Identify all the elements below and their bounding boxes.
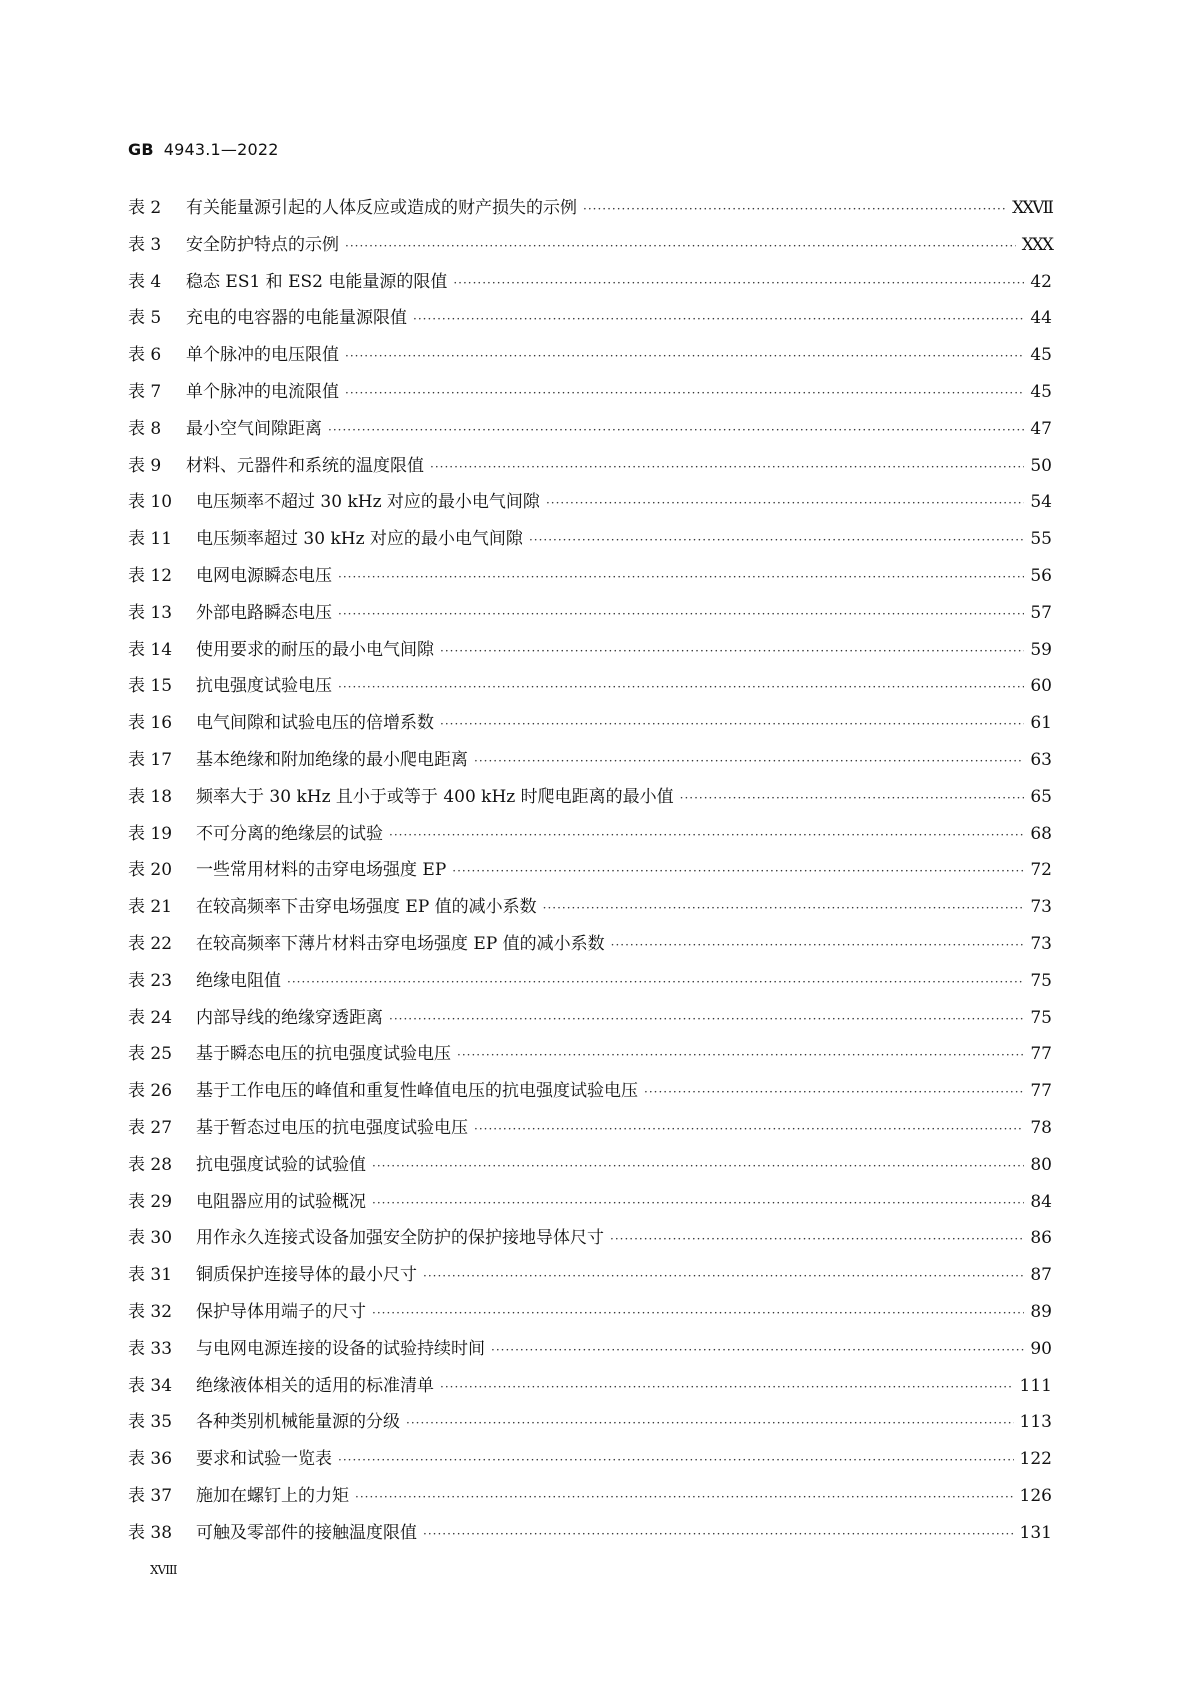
toc-entry-page: 113 [1019,1412,1052,1433]
toc-entry[interactable] [128,782,1052,819]
toc-entry-title: 可触及零部件的接触温度限值 [196,1522,417,1543]
toc-entry-title: 稳态 ES1 和 ES2 电能量源的限值 [186,271,448,292]
toc-entry[interactable] [128,1076,1052,1113]
toc-entry-title: 材料、元器件和系统的温度限值 [186,455,424,476]
toc-entry-number: 表 36 [128,1449,173,1470]
toc-entry-page: 45 [1030,381,1052,402]
toc-entry[interactable] [128,377,1052,414]
toc-entry-page: 78 [1030,1117,1052,1138]
toc-entry-title: 单个脉冲的电流限值 [186,381,339,402]
toc-entry-page: 126 [1019,1485,1052,1506]
toc-entry-title: 频率大于 30 kHz 且小于或等于 400 kHz 时爬电距离的最小值 [196,786,674,807]
toc-entry-page: 63 [1030,749,1052,770]
toc-entry-number: 表 8 [128,418,162,439]
toc-entry[interactable] [128,1407,1052,1444]
toc-entry-number: 表 16 [128,713,173,734]
toc-entry-page: XXVII [1012,198,1052,218]
standard-number: 4943.1—2022 [163,140,279,159]
toc-entry-title: 基于工作电压的峰值和重复性峰值电压的抗电强度试验电压 [196,1081,638,1102]
toc-entry[interactable] [128,671,1052,708]
toc-leader-dots [355,1490,1014,1504]
toc-entry-page: 131 [1019,1522,1052,1543]
toc-leader-dots [345,386,1024,400]
toc-leader-dots [338,680,1024,694]
toc-leader-dots [406,1416,1014,1430]
toc-entry-number: 表 30 [128,1228,173,1249]
toc-leader-dots [474,754,1024,768]
toc-entry[interactable] [128,745,1052,782]
toc-entry-number: 表 32 [128,1301,173,1322]
toc-entry-page: 75 [1030,970,1052,991]
toc-entry[interactable] [128,1334,1052,1371]
toc-entry[interactable] [128,855,1052,892]
toc-leader-dots [423,1527,1014,1541]
toc-leader-dots [389,1012,1024,1026]
toc-entry-title: 在较高频率下薄片材料击穿电场强度 EP 值的减小系数 [196,933,605,954]
toc-entry-number: 表 5 [128,308,162,329]
toc-leader-dots [457,1048,1024,1062]
toc-entry-title: 要求和试验一览表 [196,1449,332,1470]
toc-entry[interactable] [128,303,1052,340]
toc-entry-page: 90 [1030,1338,1052,1359]
toc-leader-dots [440,644,1024,658]
toc-entry-title: 抗电强度试验的试验值 [196,1154,366,1175]
toc-entry-title: 外部电路瞬态电压 [196,602,332,623]
toc-entry-page: 87 [1030,1265,1052,1286]
toc-entry-number: 表 11 [128,529,173,550]
toc-entry[interactable] [128,487,1052,524]
toc-entry-page: 56 [1030,565,1052,586]
toc-entry-title: 电气间隙和试验电压的倍增系数 [196,713,434,734]
toc-entry-number: 表 35 [128,1412,173,1433]
toc-leader-dots [430,460,1024,474]
toc-entry[interactable] [128,340,1052,377]
page-number: XVIII [150,1563,177,1577]
toc-entry-number: 表 26 [128,1081,173,1102]
toc-entry-number: 表 34 [128,1375,173,1396]
toc-leader-dots [610,1232,1024,1246]
toc-leader-dots [529,533,1024,547]
toc-entry-page: 75 [1030,1007,1052,1028]
toc-leader-dots [413,312,1024,326]
toc-entry-page: 73 [1030,933,1052,954]
toc-leader-dots [546,496,1024,510]
toc-entry[interactable] [128,524,1052,561]
toc-leader-dots [440,1380,1014,1394]
toc-entry[interactable] [128,561,1052,598]
toc-entry-number: 表 27 [128,1117,173,1138]
toc-entry[interactable] [128,708,1052,745]
toc-entry[interactable] [128,1113,1052,1150]
toc-entry-number: 表 15 [128,676,173,697]
toc-entry-number: 表 6 [128,345,162,366]
toc-leader-dots [680,791,1024,805]
toc-entry-number: 表 19 [128,823,173,844]
toc-entry[interactable] [128,1371,1052,1408]
toc-entry-number: 表 24 [128,1007,173,1028]
toc-entry-number: 表 25 [128,1044,173,1065]
toc-entry-title: 基于瞬态电压的抗电强度试验电压 [196,1044,451,1065]
toc-entry-title: 施加在螺钉上的力矩 [196,1485,349,1506]
toc-entry-title: 绝缘液体相关的适用的标准清单 [196,1375,434,1396]
toc-entry[interactable] [128,1150,1052,1187]
toc-entry[interactable] [128,892,1052,929]
standard-prefix: GB [128,140,154,159]
toc-entry-number: 表 7 [128,381,162,402]
toc-entry-number: 表 9 [128,455,162,476]
toc-entry-page: 89 [1030,1301,1052,1322]
toc-entry[interactable] [128,230,1052,267]
toc-entry-number: 表 2 [128,198,162,218]
toc-entry[interactable] [128,1003,1052,1040]
toc-entry-title: 各种类别机械能量源的分级 [196,1412,400,1433]
toc-entry[interactable] [128,1039,1052,1076]
toc-entry[interactable] [128,929,1052,966]
toc-entry-page: 61 [1030,713,1052,734]
toc-entry[interactable] [128,1444,1052,1481]
toc-entry-page: 86 [1030,1228,1052,1249]
toc-entry-number: 表 17 [128,749,173,770]
toc-leader-dots [611,938,1024,952]
toc-entry-number: 表 38 [128,1522,173,1543]
toc-entry-page: 77 [1030,1044,1052,1065]
toc-entry-title: 铜质保护连接导体的最小尺寸 [196,1265,417,1286]
toc-entry-number: 表 37 [128,1485,173,1506]
toc-entry[interactable] [128,1187,1052,1224]
toc-entry-title: 抗电强度试验电压 [196,676,332,697]
toc-entry-title: 安全防护特点的示例 [186,234,339,255]
toc-entry-page: 84 [1030,1191,1052,1212]
toc-entry-title: 在较高频率下击穿电场强度 EP 值的减小系数 [196,897,537,918]
toc-entry-title: 一些常用材料的击穿电场强度 EP [196,860,447,881]
toc-entry-number: 表 28 [128,1154,173,1175]
toc-entry-page: 73 [1030,897,1052,918]
toc-leader-dots [287,975,1024,989]
toc-leader-dots [583,202,1006,216]
toc-entry-number: 表 23 [128,970,173,991]
toc-entry-page: 50 [1030,455,1052,476]
toc-entry-page: 65 [1030,786,1052,807]
toc-leader-dots [338,570,1024,584]
toc-entry-number: 表 12 [128,565,173,586]
toc-leader-dots [423,1269,1024,1283]
toc-entry-page: 42 [1030,271,1052,292]
toc-entry-page: 47 [1030,418,1052,439]
toc-entry-title: 用作永久连接式设备加强安全防护的保护接地导体尺寸 [196,1228,604,1249]
toc-entry-number: 表 21 [128,897,173,918]
toc-entry-title: 最小空气间隙距离 [186,418,322,439]
toc-entry[interactable] [128,1518,1052,1555]
toc-leader-dots [338,1453,1014,1467]
toc-entry-number: 表 13 [128,602,173,623]
toc-entry-number: 表 14 [128,639,173,660]
toc-entry-number: 表 29 [128,1191,173,1212]
toc-entry-page: 68 [1030,823,1052,844]
toc-leader-dots [453,276,1024,290]
toc-leader-dots [345,349,1024,363]
toc-entry-title: 基本绝缘和附加绝缘的最小爬电距离 [196,749,468,770]
toc-leader-dots [491,1343,1024,1357]
toc-entry-number: 表 10 [128,492,173,513]
toc-entry-number: 表 20 [128,860,173,881]
toc-entry[interactable] [128,1223,1052,1260]
toc-entry-page: 55 [1030,529,1052,550]
toc-entry[interactable] [128,451,1052,488]
toc-entry[interactable] [128,1481,1052,1518]
toc-entry-number: 表 33 [128,1338,173,1359]
toc-entry-title: 保护导体用端子的尺寸 [196,1301,366,1322]
toc-entry-title: 充电的电容器的电能量源限值 [186,308,407,329]
toc-entry[interactable] [128,1297,1052,1334]
toc-leader-dots [644,1085,1024,1099]
toc-entry-page: 54 [1030,492,1052,513]
toc-entry-page: 57 [1030,602,1052,623]
toc-entry-page: 111 [1019,1375,1052,1396]
toc-entry-number: 表 4 [128,271,162,292]
toc-entry-page: 80 [1030,1154,1052,1175]
toc-entry[interactable] [128,193,1052,230]
toc-leader-dots [372,1159,1024,1173]
toc-entry-page: 59 [1030,639,1052,660]
toc-entry-title: 与电网电源连接的设备的试验持续时间 [196,1338,485,1359]
toc-entry-title: 单个脉冲的电压限值 [186,345,339,366]
toc-entry-page: 122 [1019,1449,1052,1470]
toc-entry-title: 基于暂态过电压的抗电强度试验电压 [196,1117,468,1138]
toc-entry-page: 77 [1030,1081,1052,1102]
toc-entry[interactable] [128,819,1052,856]
toc-leader-dots [474,1122,1024,1136]
toc-leader-dots [328,423,1024,437]
toc-leader-dots [440,717,1024,731]
toc-entry-page: 44 [1030,308,1052,329]
toc-entry-title: 使用要求的耐压的最小电气间隙 [196,639,434,660]
toc-entry-page: 72 [1030,860,1052,881]
toc-entry[interactable] [128,966,1052,1003]
document-header [128,140,279,159]
table-of-contents [128,193,1052,1554]
toc-entry-number: 表 3 [128,234,162,255]
toc-entry-page: 45 [1030,345,1052,366]
toc-entry-title: 绝缘电阻值 [196,970,281,991]
toc-leader-dots [345,239,1016,253]
toc-leader-dots [452,864,1024,878]
toc-entry-number: 表 22 [128,933,173,954]
toc-entry-title: 有关能量源引起的人体反应或造成的财产损失的示例 [186,198,577,218]
toc-leader-dots [543,901,1024,915]
toc-entry-title: 内部导线的绝缘穿透距离 [196,1007,383,1028]
toc-leader-dots [338,607,1024,621]
toc-entry[interactable] [128,267,1052,304]
toc-entry[interactable] [128,1260,1052,1297]
toc-entry[interactable] [128,598,1052,635]
toc-entry[interactable] [128,414,1052,451]
toc-leader-dots [372,1196,1024,1210]
toc-entry-title: 电压频率超过 30 kHz 对应的最小电气间隙 [196,529,523,550]
toc-leader-dots [372,1306,1024,1320]
toc-entry-page: XXX [1021,234,1052,255]
toc-entry-title: 电阻器应用的试验概况 [196,1191,366,1212]
toc-entry-number: 表 18 [128,786,173,807]
toc-entry-title: 不可分离的绝缘层的试验 [196,823,383,844]
toc-entry-title: 电网电源瞬态电压 [196,565,332,586]
toc-entry[interactable] [128,635,1052,672]
toc-entry-title: 电压频率不超过 30 kHz 对应的最小电气间隙 [196,492,540,513]
toc-entry-number: 表 31 [128,1265,173,1286]
toc-leader-dots [389,828,1024,842]
toc-entry-page: 60 [1030,676,1052,697]
